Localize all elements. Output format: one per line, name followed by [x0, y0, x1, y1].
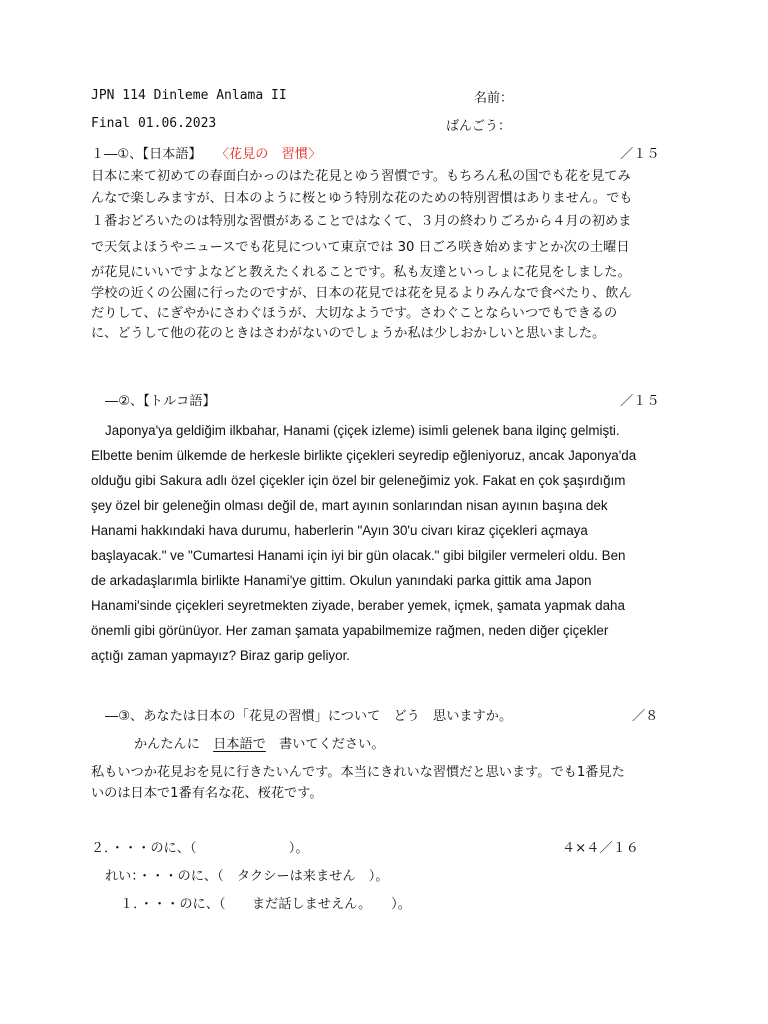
q3-instruction-post: 書いてください。	[265, 737, 385, 752]
section2-prompt: ２．・・・のに、（ ）。	[91, 841, 309, 856]
section2-example: れい：・・・のに、（ タクシーは来ません ）。	[105, 869, 389, 884]
q1-line: だりして、にぎやかにさわぐほうが、大切なようです。さわぐことならいつでもできるの	[91, 306, 618, 321]
q2-line: açtığı zaman yapmayız? Biraz garip geliyor.	[91, 648, 351, 663]
course-title: JPN 114 Dinleme Anlama II	[91, 88, 287, 103]
q3-answer-line: いのは日本で1番有名な花、桜花です。	[91, 786, 323, 801]
q3-label: ―③、あなたは日本の「花見の習慣」について どう 思いますか。	[105, 709, 513, 724]
q1-passage	[91, 166, 691, 343]
q3-instruction-underlined: 日本語で	[213, 737, 266, 752]
q1-score: ／１５	[620, 147, 660, 162]
q1-title: 〈花見の 習慣〉	[215, 147, 322, 162]
q2-line: olduğu gibi Sakura adlı özel çiçekler için özel bir geleneğimiz yok. Fakat en çok şaşırdığım	[91, 473, 626, 488]
q2-line: Hanami hakkındaki hava durumu, haberlerin "Ayın 30'u civarı kiraz çiçekleri açmaya	[91, 523, 588, 538]
q2-line: Elbette benim ülkemde de herkesle birlikte çiçekleri seyredip eğleniyoruz, ancak Japonya'da	[91, 448, 637, 463]
q3-instruction	[134, 733, 385, 752]
name-label: 名前：	[474, 91, 514, 106]
student-number-label: ばんごう：	[446, 119, 512, 134]
q1-heading	[91, 143, 321, 162]
q1-line: １番おどろいたのは特別な習慣があることではなくて、３月の終わりごろから４月の初めま	[91, 214, 632, 229]
q2-line: şey özel bir geleneğin olması değil de, mart ayının sonlarından nisan ayının başına dek	[91, 498, 608, 513]
q3-answer	[91, 762, 691, 804]
exam-date: Final 01.06.2023	[91, 116, 217, 131]
q2-line: başlayacak." ve "Cumartesi Hanami için iyi bir gün olacak." gibi bilgiler vermeleri oldu. Ben	[91, 548, 626, 563]
q3-instruction-pre: かんたんに	[134, 737, 214, 752]
q3-score: ／８	[632, 709, 659, 724]
q2-line: Japonya'ya geldiğim ilkbahar, Hanami (çiçek izleme) isimli gelenek bana ilginç gelmişti.	[105, 423, 620, 438]
q1-label: １―①、【日本語】	[91, 147, 202, 162]
q2-line: de arkadaşlarımla birlikte Hanami'ye gittim. Okulun yanındaki parka gittik ama Japon	[91, 573, 592, 588]
section2-item-1: １．・・・のに、（ まだ話しませえん。 ）。	[120, 897, 411, 912]
q1-line: 学校の近くの公園に行ったのですが、日本の花見では花を見るよりみんなで食べたり、飲ん	[91, 286, 632, 301]
q2-passage	[91, 418, 691, 668]
q1-line: 日本に来て初めての春面白かっのはた花見とゆう習慣です。もちろん私の国でも花を見てみ	[91, 169, 631, 184]
q2-line: önemli gibi görünüyor. Her zaman şamata yapabilmemize rağmen, neden diğer çiçekler	[91, 623, 609, 638]
q2-label: ―②、【トルコ語】	[105, 394, 216, 409]
section2-score: ４×４／１６	[562, 841, 639, 856]
q3-answer-line: 私もいつか花見おを見に行きたいんです。本当にきれいな習慣だと思います。でも1番見た	[91, 765, 625, 780]
q2-line: Hanami'sinde çiçekleri seyretmekten ziyade, beraber yemek, içmek, şamata yapmak daha	[91, 598, 625, 613]
q1-line: で天気よほうやニュースでも花見について東京では 30 日ごろ咲き始めますとか次の土曜日	[91, 240, 630, 255]
q1-line: に、どうして他の花のときはさわがないのでしょうか私は少しおかしいと思いました。	[91, 326, 606, 341]
q1-line: んなで楽しみますが、日本のように桜とゆう特別な花のための特別習慣はありません。でも	[91, 191, 633, 206]
q2-score: ／１５	[620, 394, 660, 409]
q1-line: が花見にいいですよなどと教えたくれることです。私も友達といっしょに花見をしました。	[91, 265, 631, 280]
